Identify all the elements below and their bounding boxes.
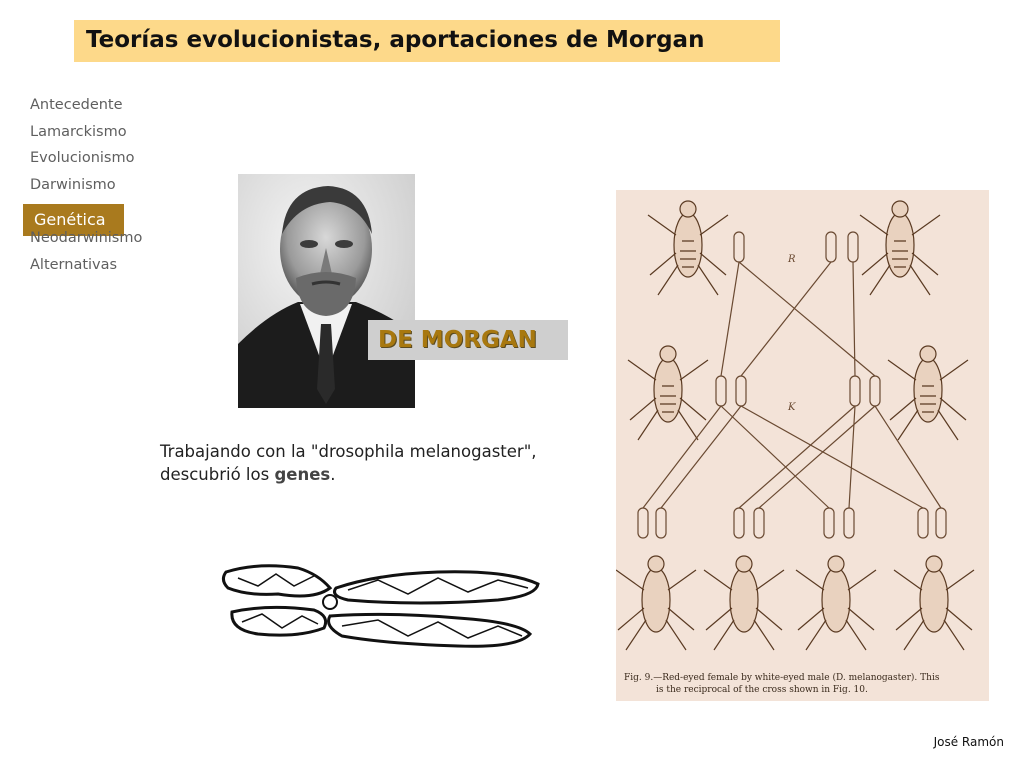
nav-item-lamarckismo[interactable]: [30, 121, 142, 148]
nav-item-label: Darwinismo: [30, 177, 116, 194]
fly-illustrations: [616, 190, 989, 701]
slide-title: Teorías evolucionistas, aportaciones de Morgan: [86, 27, 705, 53]
morgan-portrait-image: [238, 174, 415, 408]
nav-item-neodarwinismo[interactable]: [30, 227, 142, 254]
plate-caption-line2: is the reciprocal of the cross shown in Fig. 10.: [656, 685, 868, 695]
plate-label-r: R: [788, 254, 796, 265]
author-credit: José Ramón: [933, 735, 1004, 749]
slide-title-banner: [74, 20, 780, 62]
description-before: Trabajando con la "drosophila melanogaster", descubrió los: [160, 442, 537, 484]
scientist-name: DE MORGAN: [378, 327, 537, 353]
description-bold-term: genes: [274, 465, 331, 484]
plate-caption-line1: Fig. 9.—Red-eyed female by white-eyed male (D. melanogaster). This: [624, 673, 940, 683]
description-text: [160, 440, 600, 486]
plate-label-k: K: [788, 402, 796, 413]
name-label-box: [368, 320, 568, 360]
nav-item-darwinismo[interactable]: [30, 174, 142, 201]
nav-item-alternativas[interactable]: [30, 254, 142, 281]
nav-item-label: Evolucionismo: [30, 150, 135, 167]
nav-item-label: Genética: [34, 209, 106, 229]
nav-item-evolucionismo[interactable]: [30, 147, 142, 174]
nav-item-label: Neodarwinismo: [30, 230, 143, 247]
nav-item-label: Antecedente: [30, 97, 123, 113]
nav-item-genetica[interactable]: [30, 201, 142, 228]
drosophila-cross-figure: [616, 190, 989, 701]
topic-nav: [30, 94, 142, 281]
nav-item-label: Alternativas: [30, 257, 118, 274]
chromosome-image: [218, 560, 543, 655]
description-after: .: [330, 465, 336, 484]
nav-item-label: Lamarckismo: [30, 123, 127, 140]
nav-item-antecedente[interactable]: [30, 94, 142, 121]
